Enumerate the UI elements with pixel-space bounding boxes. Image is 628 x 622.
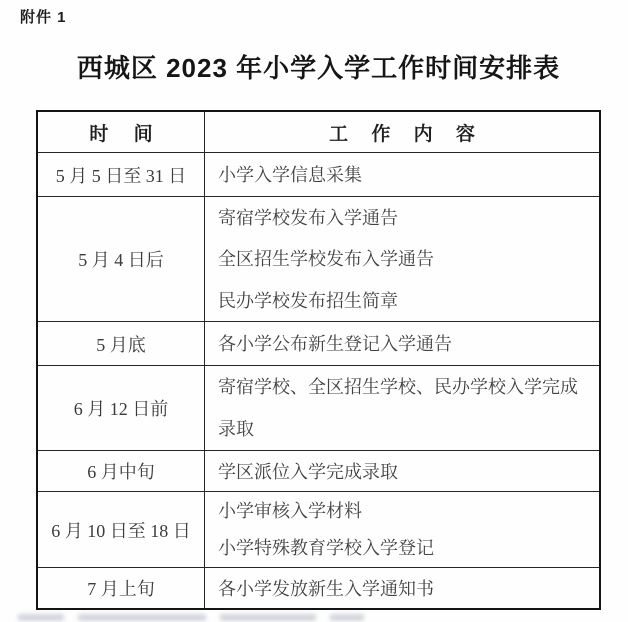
page-title: 西城区 2023 年小学入学工作时间安排表: [76, 53, 561, 83]
content-line: 学区派位入学完成录取: [218, 462, 398, 482]
table-row: [38, 491, 599, 567]
header-time-label: 时 间: [89, 123, 163, 145]
blurred-text-fragment: [18, 614, 64, 621]
content-cell: [205, 492, 599, 567]
time-cell: 5 月 5 日至 31 日: [38, 153, 205, 196]
attachment-label: 附件 1: [20, 9, 67, 26]
time-cell: 6 月 12 日前: [38, 366, 205, 450]
cutoff-text-remnant: [18, 613, 364, 622]
content-line: 小学审核入学材料: [218, 500, 362, 521]
table-header-row: [38, 112, 599, 152]
header-time-cell: [38, 112, 205, 152]
time-cell: 6 月中旬: [38, 451, 205, 491]
schedule-table: [36, 110, 601, 610]
table-row: [38, 321, 599, 365]
content-line: 小学特殊教育学校入学登记: [218, 537, 434, 558]
table-row: [38, 152, 599, 196]
content-cell: [205, 322, 599, 365]
time-cell: 6 月 10 日至 18 日: [38, 492, 205, 567]
content-cell: [205, 451, 599, 491]
content-line: 民办学校发布招生简章: [218, 290, 398, 311]
table-row: [38, 450, 599, 491]
header-content-label: 工 作 内 容: [329, 123, 484, 145]
content-line: 全区招生学校发布入学通告: [218, 249, 434, 270]
time-cell: 5 月底: [38, 322, 205, 365]
content-line: 寄宿学校发布入学通告: [218, 208, 398, 228]
content-cell: [205, 197, 599, 321]
table-row: [38, 365, 599, 450]
content-cell: [205, 568, 599, 608]
content-cell: [205, 153, 599, 196]
table-row: [38, 567, 599, 608]
time-cell: 7 月上旬: [38, 568, 205, 608]
blurred-text-fragment: [330, 614, 364, 621]
header-content-cell: [205, 112, 599, 152]
content-line: 各小学公布新生登记入学通告: [218, 333, 452, 354]
blurred-text-fragment: [78, 614, 206, 621]
table-row: [38, 196, 599, 321]
blurred-text-fragment: [220, 614, 316, 621]
content-line: 小学入学信息采集: [218, 164, 362, 185]
content-line: 各小学发放新生入学通知书: [218, 579, 434, 599]
content-line: 寄宿学校、全区招生学校、民办学校入学完成录取: [218, 377, 578, 439]
time-cell: 5 月 4 日后: [38, 197, 205, 321]
content-cell: [205, 366, 599, 450]
